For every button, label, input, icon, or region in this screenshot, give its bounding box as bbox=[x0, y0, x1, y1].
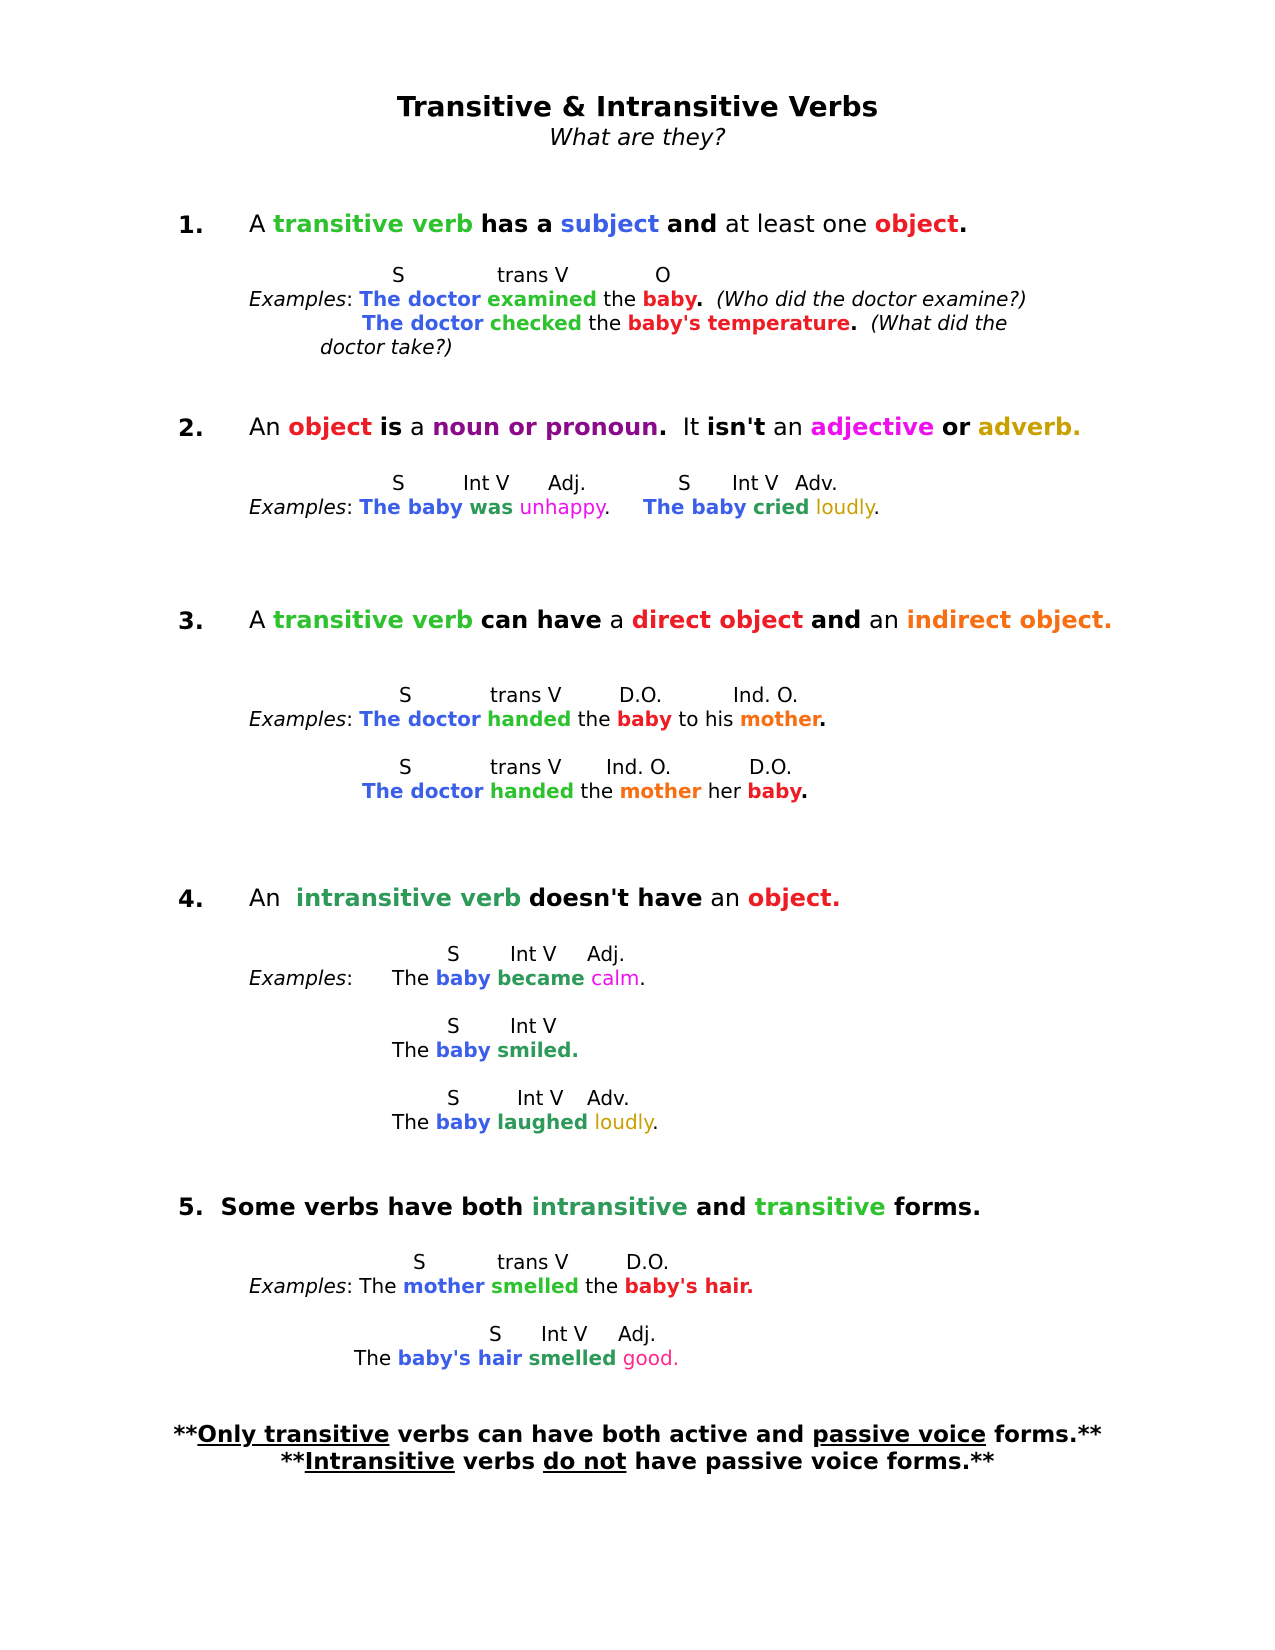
label-subject: S bbox=[678, 471, 691, 495]
label-subject: S bbox=[392, 263, 405, 287]
label-direct-object: D.O. bbox=[619, 683, 663, 707]
label-int-verb: Int V bbox=[541, 1322, 588, 1346]
example-sentence: The baby smiled. bbox=[392, 1038, 580, 1062]
page-title: Transitive & Intransitive Verbs bbox=[396, 90, 879, 123]
example-sentence: The baby cried loudly. bbox=[643, 495, 880, 519]
example-sentence: The baby became calm. bbox=[392, 966, 646, 990]
label-int-verb: Int V bbox=[517, 1086, 564, 1110]
label-subject: S bbox=[399, 755, 412, 779]
example-sentence: The doctor handed the mother her baby. bbox=[362, 779, 809, 803]
label-adjective: Adj. bbox=[618, 1322, 656, 1346]
label-direct-object: D.O. bbox=[626, 1250, 670, 1274]
label-subject: S bbox=[447, 1086, 460, 1110]
section-2-heading: An object is a noun or pronoun. It isn't an adjective or adverb. bbox=[249, 413, 1082, 441]
label-int-verb: Int V bbox=[463, 471, 510, 495]
label-int-verb: Int V bbox=[510, 942, 557, 966]
section-3-heading: A transitive verb can have a direct object and an indirect object. bbox=[249, 606, 1113, 634]
footer-note: **Intransitive verbs do not have passive voice forms.** bbox=[280, 1449, 995, 1475]
footer-note: **Only transitive verbs can have both active and passive voice forms.** bbox=[173, 1422, 1102, 1448]
label-trans-verb: trans V bbox=[490, 755, 562, 779]
example-sentence: The baby's hair smelled good. bbox=[354, 1346, 680, 1370]
section-number: 2. bbox=[178, 414, 204, 442]
label-subject: S bbox=[413, 1250, 426, 1274]
label-subject: S bbox=[447, 1014, 460, 1038]
label-trans-verb: trans V bbox=[497, 263, 569, 287]
section-number: 3. bbox=[178, 607, 204, 635]
examples-label: Examples: bbox=[249, 966, 353, 990]
label-indirect-object: Ind. O. bbox=[606, 755, 672, 779]
section-number: 4. bbox=[178, 885, 204, 913]
label-adverb: Adv. bbox=[587, 1086, 630, 1110]
page-subtitle: What are they? bbox=[549, 125, 726, 151]
example-question: doctor take?) bbox=[320, 335, 453, 359]
label-subject: S bbox=[489, 1322, 502, 1346]
label-subject: S bbox=[399, 683, 412, 707]
example-sentence: Examples: The doctor examined the baby. (Who did the doctor examine?) bbox=[249, 287, 1027, 311]
label-subject: S bbox=[447, 942, 460, 966]
section-5-heading: 5. Some verbs have both intransitive and transitive forms. bbox=[178, 1193, 982, 1221]
label-indirect-object: Ind. O. bbox=[733, 683, 799, 707]
label-adjective: Adj. bbox=[587, 942, 625, 966]
example-sentence: The doctor checked the baby's temperature. (What did the bbox=[362, 311, 1008, 335]
example-sentence: The baby laughed loudly. bbox=[392, 1110, 659, 1134]
label-int-verb: Int V bbox=[510, 1014, 557, 1038]
label-adverb: Adv. bbox=[795, 471, 838, 495]
label-trans-verb: trans V bbox=[490, 683, 562, 707]
example-sentence: Examples: The mother smelled the baby's hair. bbox=[249, 1274, 754, 1298]
label-trans-verb: trans V bbox=[497, 1250, 569, 1274]
label-object: O bbox=[655, 263, 671, 287]
section-number: 1. bbox=[178, 211, 204, 239]
example-sentence: Examples: The doctor handed the baby to his mother. bbox=[249, 707, 827, 731]
section-1-heading: A transitive verb has a subject and at least one object. bbox=[249, 210, 968, 238]
label-subject: S bbox=[392, 471, 405, 495]
label-int-verb: Int V bbox=[732, 471, 779, 495]
label-direct-object: D.O. bbox=[749, 755, 793, 779]
label-adjective: Adj. bbox=[548, 471, 586, 495]
example-sentence: Examples: The baby was unhappy. bbox=[249, 495, 611, 519]
section-4-heading: An intransitive verb doesn't have an object. bbox=[249, 884, 841, 912]
